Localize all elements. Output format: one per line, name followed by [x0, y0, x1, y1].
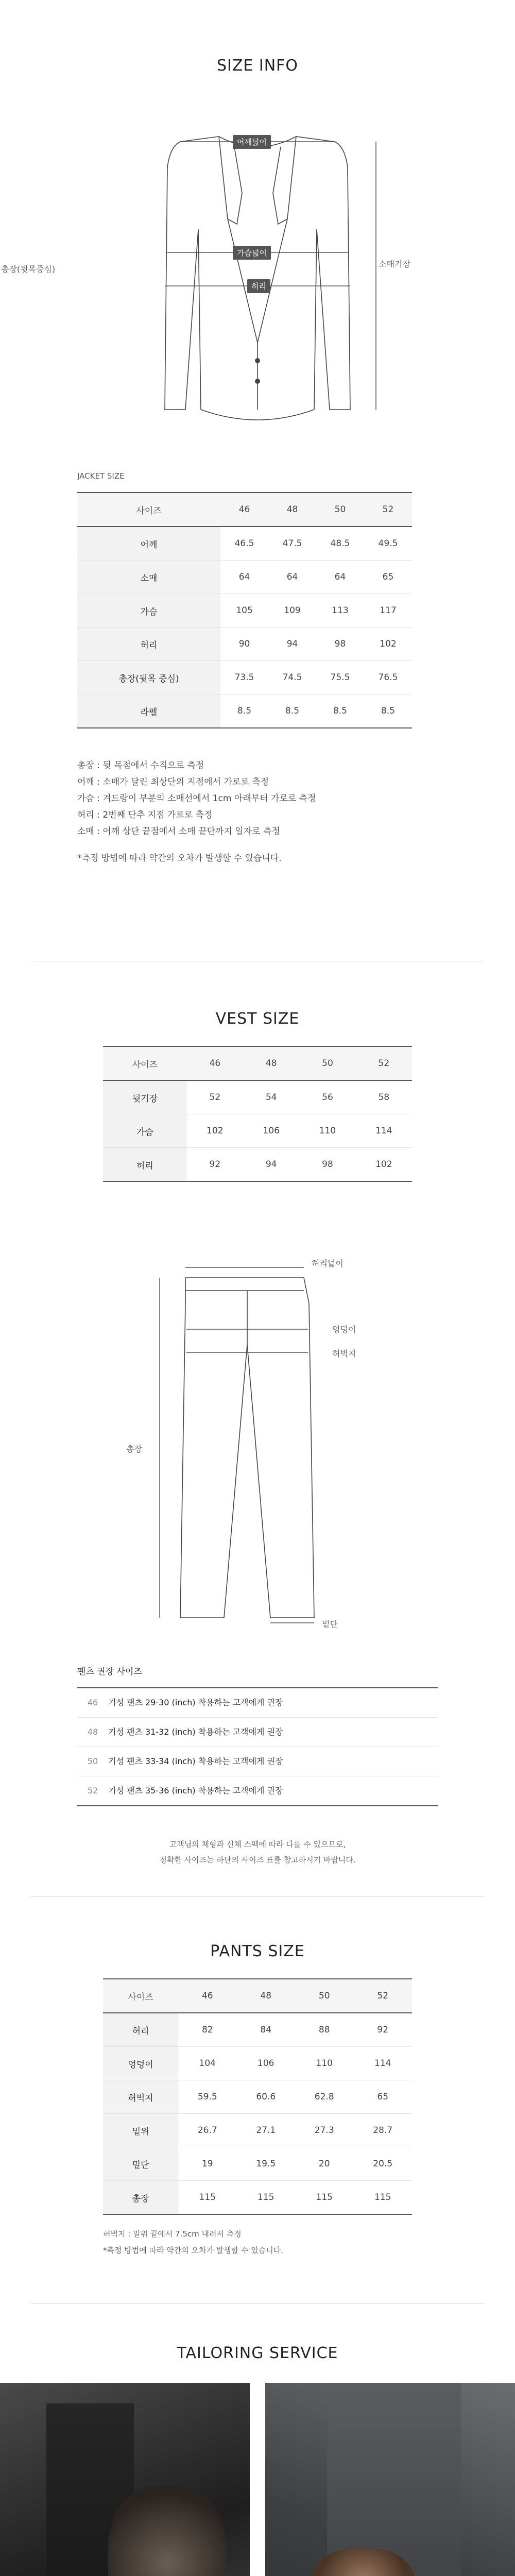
cell: 90 — [220, 628, 268, 661]
jacket-disclaimer: *측정 방법에 따라 약간의 오차가 발생할 수 있습니다. — [77, 853, 282, 863]
table-header-cell: 50 — [295, 1979, 353, 2013]
cell: 115 — [178, 2181, 236, 2215]
cell: 94 — [268, 628, 316, 661]
pants-hem-label: 밑단 — [322, 1619, 338, 1629]
cell: 106 — [243, 1114, 299, 1148]
table-row — [103, 2047, 412, 2080]
note-line: 고객님의 체형과 신체 스펙에 따라 다를 수 있으므로, — [169, 1840, 346, 1849]
cell: 28.7 — [353, 2114, 412, 2147]
table-header-cell: 52 — [356, 1046, 412, 1080]
pants-waist-label: 허리넓이 — [312, 1259, 344, 1268]
tailoring-photo-right — [265, 2383, 515, 2576]
cell: 64 — [220, 561, 268, 594]
cell: 65 — [353, 2080, 412, 2114]
table-header-cell: 46 — [187, 1046, 243, 1080]
table-row — [77, 694, 412, 728]
rec-size: 48 — [87, 1727, 98, 1737]
table-row — [103, 2147, 412, 2181]
cell: 19 — [178, 2147, 236, 2181]
rec-size: 50 — [87, 1756, 98, 1766]
tailoring-title: TAILORING SERVICE — [177, 2344, 338, 2362]
table-header-cell: 48 — [237, 1979, 295, 2013]
vest-size-table — [103, 1046, 412, 1182]
cell: 115 — [237, 2181, 295, 2215]
cell: 65 — [364, 561, 412, 594]
cell: 8.5 — [364, 694, 412, 728]
table-row — [103, 2080, 412, 2114]
row-label: 밑단 — [103, 2147, 178, 2181]
table-header-cell: 48 — [268, 493, 316, 527]
table-row — [77, 628, 412, 661]
rec-text: 기성 팬츠 31-32 (inch) 착용하는 고객에게 권장 — [108, 1727, 283, 1737]
cell: 59.5 — [178, 2080, 236, 2114]
shoulder-label: 어깨넓이 — [233, 135, 271, 149]
size-info-title: SIZE INFO — [216, 57, 299, 75]
cell: 64 — [268, 561, 316, 594]
cell: 27.3 — [295, 2114, 353, 2147]
row-label: 허리 — [103, 2013, 178, 2047]
row-label: 라펠 — [77, 694, 220, 728]
cell: 56 — [299, 1080, 355, 1114]
table-header-row — [103, 1979, 412, 2013]
sleeve-label: 소매기장 — [379, 259, 410, 269]
jacket-size-table — [77, 492, 412, 728]
cell: 73.5 — [220, 661, 268, 694]
cell: 117 — [364, 594, 412, 628]
row-label: 허리 — [77, 628, 220, 661]
table-header-cell: 52 — [364, 493, 412, 527]
cell: 20.5 — [353, 2147, 412, 2181]
rec-size: 46 — [87, 1698, 98, 1707]
table-row — [103, 1114, 412, 1148]
cell: 98 — [299, 1148, 355, 1182]
cell: 102 — [364, 628, 412, 661]
list-item — [77, 1688, 438, 1718]
waist-label: 허리 — [247, 279, 270, 293]
row-label: 허리 — [103, 1148, 187, 1182]
row-label: 가슴 — [103, 1114, 187, 1148]
note-line: 가슴 : 겨드랑이 부분의 소매선에서 1cm 아래부터 가로로 측정 — [77, 793, 316, 804]
table-header-cell: 50 — [299, 1046, 355, 1080]
table-row — [103, 1080, 412, 1114]
cell: 114 — [353, 2047, 412, 2080]
table-row — [103, 2181, 412, 2215]
list-item — [77, 1747, 438, 1776]
rec-size: 52 — [87, 1786, 98, 1795]
pants-rec-list — [77, 1687, 438, 1806]
pants-rec-note — [0, 1837, 515, 1868]
cell: 8.5 — [268, 694, 316, 728]
length-label: 총장(뒷목중심) — [1, 264, 56, 274]
cell: 113 — [316, 594, 364, 628]
table-header-cell: 48 — [243, 1046, 299, 1080]
pants-size-table — [103, 1978, 412, 2215]
vest-title: VEST SIZE — [215, 1010, 300, 1028]
table-header-row — [103, 1046, 412, 1080]
cell: 60.6 — [237, 2080, 295, 2114]
row-label: 엉덩이 — [103, 2047, 178, 2080]
pants-thigh-label: 허벅지 — [332, 1349, 356, 1359]
cell: 47.5 — [268, 527, 316, 561]
cell: 88 — [295, 2013, 353, 2047]
cell: 82 — [178, 2013, 236, 2047]
cell: 64 — [316, 561, 364, 594]
rec-text: 기성 팬츠 29-30 (inch) 착용하는 고객에게 권장 — [108, 1698, 283, 1707]
cell: 110 — [295, 2047, 353, 2080]
table-row — [77, 661, 412, 694]
row-label: 소매 — [77, 561, 220, 594]
note-line: 어깨 : 소매가 달린 최상단의 지점에서 가로로 측정 — [77, 777, 269, 787]
table-row — [77, 594, 412, 628]
cell: 48.5 — [316, 527, 364, 561]
pants-hip-label: 엉덩이 — [332, 1325, 356, 1334]
cell: 109 — [268, 594, 316, 628]
cell: 115 — [295, 2181, 353, 2215]
cell: 75.5 — [316, 661, 364, 694]
rec-text: 기성 팬츠 35-36 (inch) 착용하는 고객에게 권장 — [108, 1786, 283, 1795]
cell: 114 — [356, 1114, 412, 1148]
row-label: 총장 — [103, 2181, 178, 2215]
cell: 8.5 — [220, 694, 268, 728]
cell: 74.5 — [268, 661, 316, 694]
photo-hands — [108, 2486, 227, 2576]
cell: 115 — [353, 2181, 412, 2215]
cell: 102 — [187, 1114, 243, 1148]
cell: 19.5 — [237, 2147, 295, 2181]
cell: 110 — [299, 1114, 355, 1148]
pants-rec-title: 팬츠 권장 사이즈 — [77, 1667, 142, 1677]
table-header-cell: 사이즈 — [103, 1979, 178, 2013]
cell: 98 — [316, 628, 364, 661]
cell: 54 — [243, 1080, 299, 1114]
cell: 62.8 — [295, 2080, 353, 2114]
table-header-cell: 사이즈 — [77, 493, 220, 527]
pants-title: PANTS SIZE — [210, 1942, 305, 1960]
tailoring-photo-left — [0, 2383, 250, 2576]
cell: 106 — [237, 2047, 295, 2080]
note-line: 소매 : 어깨 상단 끝점에서 소매 끝단까지 일자로 측정 — [77, 826, 280, 837]
table-header-cell: 46 — [220, 493, 268, 527]
table-row — [77, 561, 412, 594]
rec-text: 기성 팬츠 33-34 (inch) 착용하는 고객에게 권장 — [108, 1756, 283, 1766]
table-header-cell: 52 — [353, 1979, 412, 2013]
row-label: 허벅지 — [103, 2080, 178, 2114]
cell: 27.1 — [237, 2114, 295, 2147]
pants-notes — [103, 2226, 283, 2259]
table-row — [77, 527, 412, 561]
cell: 92 — [187, 1148, 243, 1182]
row-label: 뒷기장 — [103, 1080, 187, 1114]
note-line: 허벅지 : 밑위 끝에서 7.5cm 내려서 측정 — [103, 2229, 242, 2239]
cell: 46.5 — [220, 527, 268, 561]
note-line: 총장 : 뒷 목점에서 수직으로 측정 — [77, 760, 204, 771]
cell: 76.5 — [364, 661, 412, 694]
jacket-caption: JACKET SIZE — [77, 471, 125, 481]
cell: 8.5 — [316, 694, 364, 728]
chest-label: 가슴넓이 — [233, 246, 271, 260]
cell: 92 — [353, 2013, 412, 2047]
cell: 52 — [187, 1080, 243, 1114]
row-label: 가슴 — [77, 594, 220, 628]
jacket-notes — [77, 757, 438, 867]
row-label: 어깨 — [77, 527, 220, 561]
list-item — [77, 1718, 438, 1747]
table-header-cell: 46 — [178, 1979, 236, 2013]
cell: 102 — [356, 1148, 412, 1182]
table-row — [103, 2013, 412, 2047]
pants-disclaimer: *측정 방법에 따라 약간의 오차가 발생할 수 있습니다. — [103, 2246, 283, 2255]
cell: 26.7 — [178, 2114, 236, 2147]
list-item — [77, 1776, 438, 1806]
cell: 105 — [220, 594, 268, 628]
pants-length-label: 총장 — [126, 1444, 142, 1454]
table-header-cell: 사이즈 — [103, 1046, 187, 1080]
photo-jacket — [327, 2383, 461, 2576]
row-label: 총장(뒷목 중심) — [77, 661, 220, 694]
pants-diagram — [154, 1262, 360, 1633]
cell: 20 — [295, 2147, 353, 2181]
note-line: 허리 : 2번째 단추 지점 가로로 측정 — [77, 810, 213, 820]
cell: 94 — [243, 1148, 299, 1182]
cell: 49.5 — [364, 527, 412, 561]
table-header-row — [77, 493, 412, 527]
cell: 104 — [178, 2047, 236, 2080]
jacket-diagram — [93, 100, 422, 446]
cell: 84 — [237, 2013, 295, 2047]
row-label: 밑위 — [103, 2114, 178, 2147]
table-header-cell: 50 — [316, 493, 364, 527]
cell: 58 — [356, 1080, 412, 1114]
table-row — [103, 2114, 412, 2147]
note-line: 정확한 사이즈는 하단의 사이즈 표를 참고하시기 바랍니다. — [159, 1855, 356, 1865]
table-row — [103, 1148, 412, 1182]
